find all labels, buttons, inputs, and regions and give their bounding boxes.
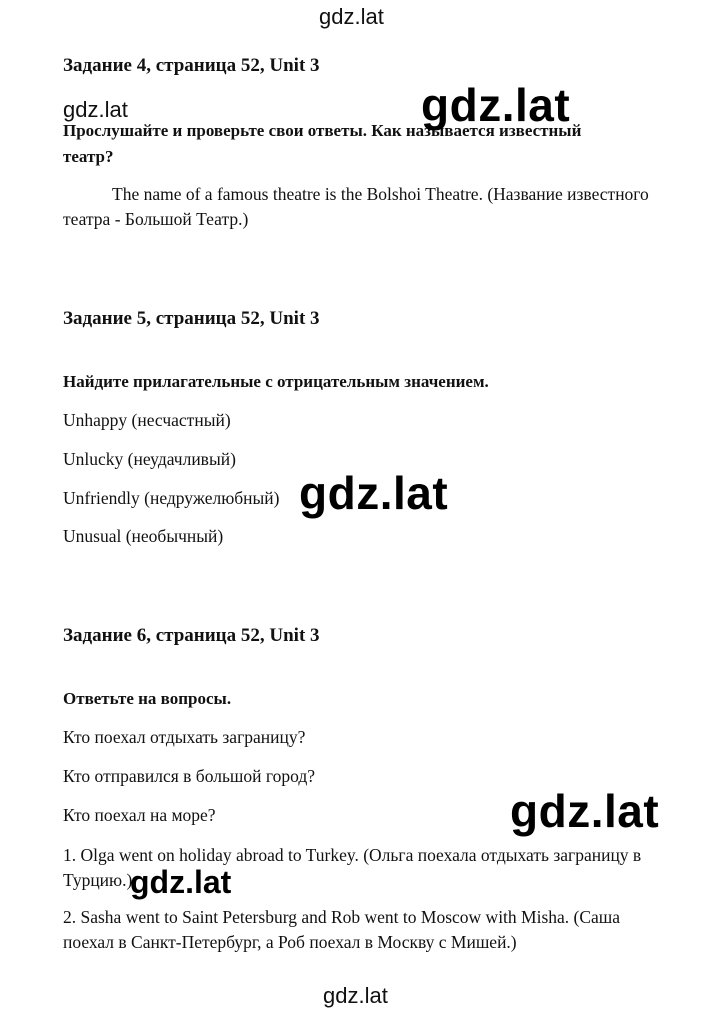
watermark-large-2: gdz.lat <box>299 467 449 519</box>
watermark-bottom: gdz.lat <box>323 983 388 1008</box>
question-2: Кто отправился в большой город? <box>63 766 316 786</box>
watermark-top: gdz.lat <box>319 4 384 29</box>
watermark-large-4: gdz.lat <box>130 864 232 900</box>
watermark-large-1: gdz.lat <box>421 79 571 131</box>
section-4-task-line1: Прослушайте и проверьте свои ответы. Как называется известный <box>63 121 582 140</box>
section-4-task-line2: театр? <box>63 147 114 166</box>
question-3: Кто поехал на море? <box>63 805 216 825</box>
section-4-heading: Задание 4, страница 52, Unit 3 <box>63 55 320 76</box>
list-item-2: Unlucky (неудачливый) <box>63 449 236 469</box>
watermark-left: gdz.lat <box>63 97 128 122</box>
answer-1-line1: 1. Olga went on holiday abroad to Turkey. (Ольга поехала отдыхать заграницу в <box>63 845 642 865</box>
answer-2-line1: 2. Sasha went to Saint Petersburg and Rob went to Moscow with Misha. (Саша <box>63 907 621 927</box>
answer-2-line2: поехал в Санкт-Петербург, а Роб поехал в Москву с Мишей.) <box>63 932 517 952</box>
section-5-task: Найдите прилагательные с отрицательным значением. <box>63 372 489 391</box>
answer-1-line2: Турцию.) <box>63 870 133 890</box>
section-5-heading: Задание 5, страница 52, Unit 3 <box>63 308 320 329</box>
question-1: Кто поехал отдыхать заграницу? <box>63 727 306 747</box>
list-item-1: Unhappy (несчастный) <box>63 410 231 430</box>
section-4-answer-line1: The name of a famous theatre is the Bolshoi Theatre. (Название известного <box>112 184 649 204</box>
section-4-answer-line2: театра - Большой Театр.) <box>63 209 249 229</box>
list-item-4: Unusual (необычный) <box>63 526 224 546</box>
section-6-heading: Задание 6, страница 52, Unit 3 <box>63 625 320 646</box>
section-6-task: Ответьте на вопросы. <box>63 689 232 708</box>
list-item-3: Unfriendly (недружелюбный) <box>63 488 280 508</box>
watermark-large-3: gdz.lat <box>510 785 660 837</box>
